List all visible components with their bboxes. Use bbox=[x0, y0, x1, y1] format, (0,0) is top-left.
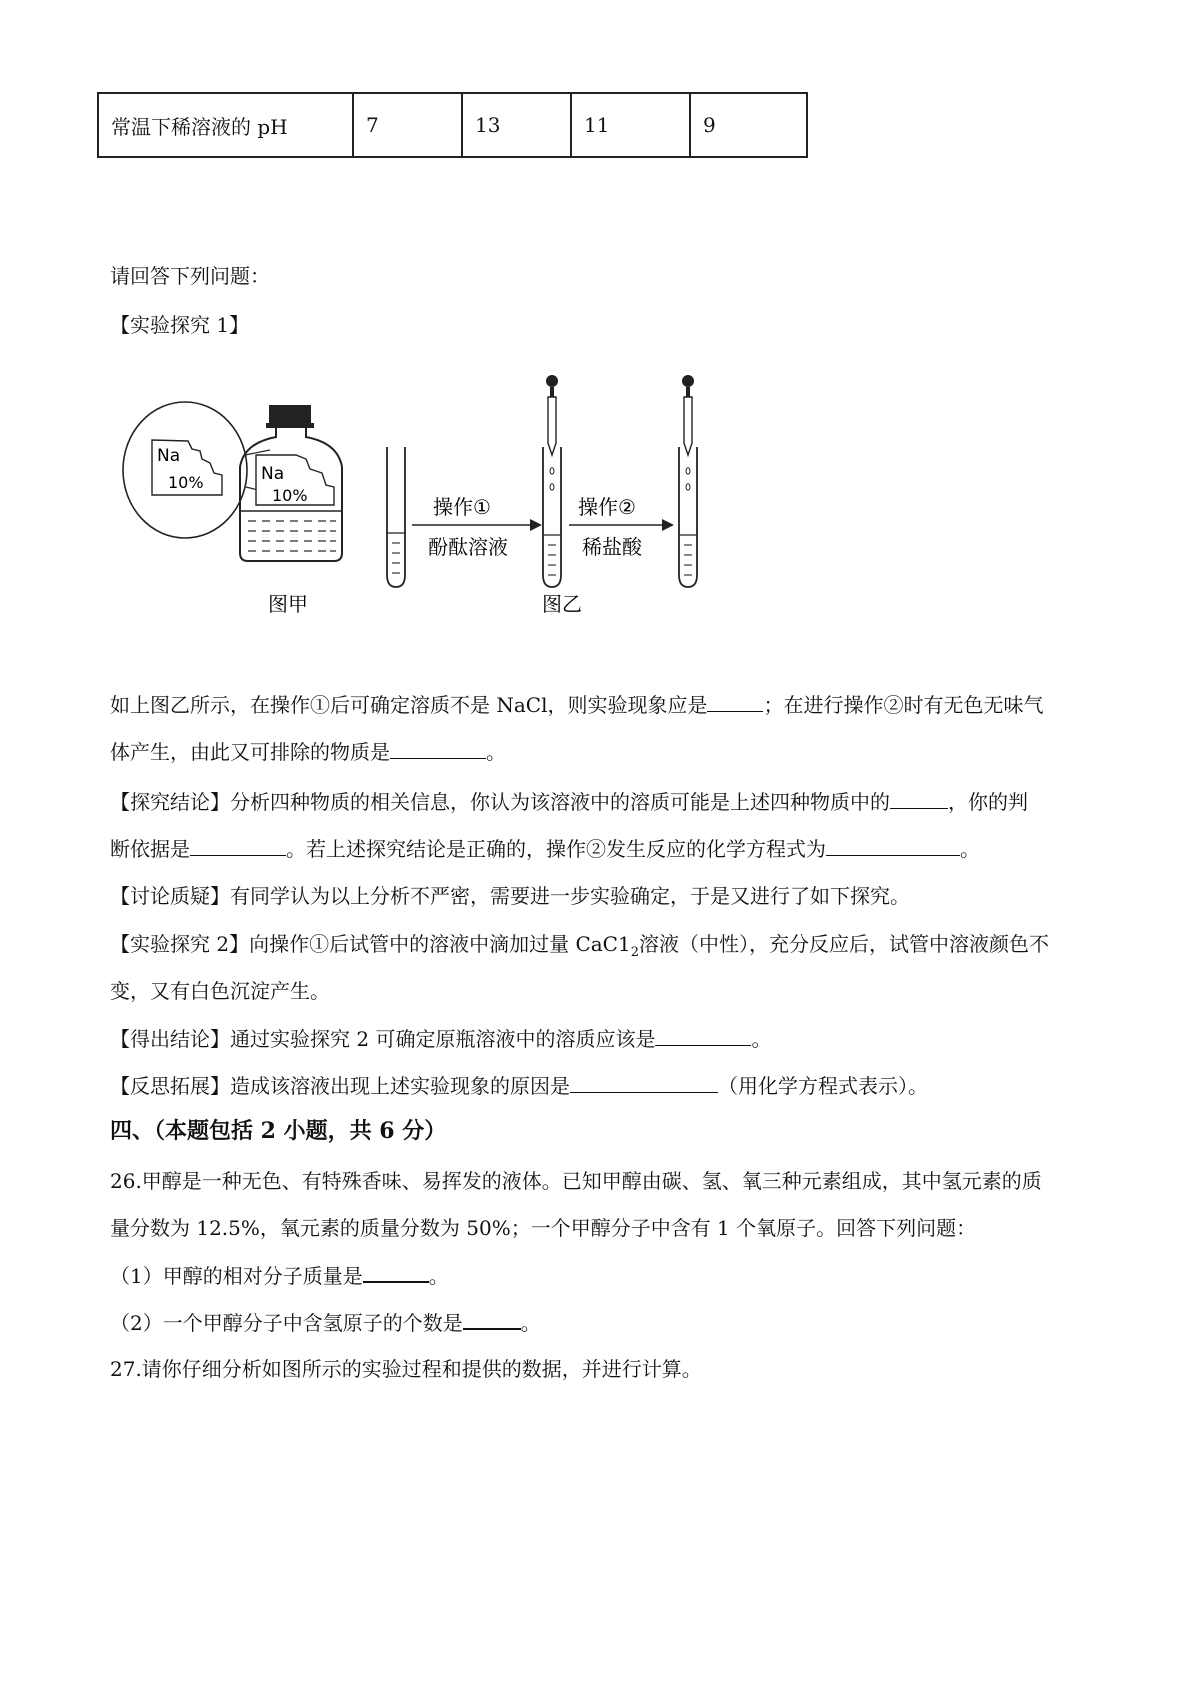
bottle-percent-label: 10% bbox=[272, 486, 308, 505]
question-26-line-1: 26.甲醇是一种无色、有特殊香味、易挥发的液体。已知甲醇由碳、氢、氧三种元素组成，其中氢元素的质 bbox=[110, 1169, 1042, 1193]
dilute-hcl-label: 稀盐酸 bbox=[582, 535, 642, 559]
ph-table bbox=[97, 92, 808, 158]
figure-yi-caption: 图乙 bbox=[542, 592, 582, 616]
paragraph-discussion: 【讨论质疑】有同学认为以上分析不严密，需要进一步实验确定，于是又进行了如下探究。 bbox=[110, 884, 910, 908]
test-tube-1 bbox=[387, 447, 405, 587]
question-26-part-2: （2）一个甲醇分子中含氢原子的个数是 。 bbox=[110, 1308, 541, 1337]
phenolphthalein-label: 酚酞溶液 bbox=[428, 535, 508, 559]
ph-value-4: 9 bbox=[690, 93, 807, 157]
callout-percent-label: 10% bbox=[168, 473, 204, 492]
bottle-na-label: Na bbox=[261, 464, 285, 484]
experiment-figure bbox=[110, 355, 790, 625]
answer-blank bbox=[826, 835, 960, 856]
table-row bbox=[98, 93, 807, 157]
ph-value-1: 7 bbox=[353, 93, 462, 157]
paragraph-experiment-2: 【实验探究 2】向操作①后试管中的溶液中滴加过量 $CaC1_2$溶液（中性），充分反应后，试管中溶液颜色不 bbox=[110, 932, 1049, 960]
paragraph-experiment-2-cont: 变，又有白色沉淀产生。 bbox=[110, 979, 330, 1003]
ph-value-3: 11 bbox=[571, 93, 690, 157]
ph-value-2: 13 bbox=[462, 93, 571, 157]
operation-2-arrow bbox=[569, 495, 674, 559]
paragraph-conclusion-cont: 断依据是 。若上述探究结论是正确的，操作②发生反应的化学方程式为 。 bbox=[110, 837, 980, 861]
reagent-bottle bbox=[240, 405, 342, 616]
intro-text: 请回答下列问题： bbox=[110, 264, 270, 288]
test-tube-2 bbox=[542, 375, 582, 616]
operation-1-label: 操作① bbox=[433, 495, 491, 519]
question-26-part-1: （1）甲醇的相对分子质量是 。 bbox=[110, 1261, 449, 1290]
paragraph-result: 【得出结论】通过实验探究 2 可确定原瓶溶液中的溶质应该是 。 bbox=[110, 1027, 772, 1051]
ph-row-label: 常温下稀溶液的 pH bbox=[98, 93, 353, 157]
answer-blank bbox=[890, 788, 948, 809]
paragraph-conclusion: 【探究结论】分析四种物质的相关信息，你认为该溶液中的溶质可能是上述四种物质中的 ，你的判 bbox=[110, 790, 1028, 814]
callout-na-label: Na bbox=[157, 446, 181, 466]
answer-blank bbox=[190, 835, 286, 856]
test-tube-3 bbox=[679, 375, 697, 587]
operation-2-label: 操作② bbox=[578, 495, 636, 519]
answer-blank bbox=[363, 1261, 429, 1283]
experiment-1-heading: 【实验探究 1】 bbox=[110, 313, 250, 337]
question-27: 27.请你仔细分析如图所示的实验过程和提供的数据，并进行计算。 bbox=[110, 1357, 702, 1381]
question-26-line-2: 量分数为 12.5%，氧元素的质量分数为 50%；一个甲醇分子中含有 1 个氧原子。回答下列问题： bbox=[110, 1216, 977, 1240]
operation-1-arrow bbox=[412, 495, 542, 559]
paragraph-reflection: 【反思拓展】造成该溶液出现上述实验现象的原因是 （用化学方程式表示）。 bbox=[110, 1074, 928, 1098]
label-callout bbox=[123, 402, 270, 538]
answer-blank bbox=[707, 691, 763, 712]
paragraph-observation: 如上图乙所示，在操作①后可确定溶质不是 NaCl，则实验现象应是 ；在进行操作②时有无色无味气 bbox=[110, 693, 1044, 717]
answer-blank bbox=[390, 738, 486, 759]
paragraph-observation-cont: 体产生，由此又可排除的物质是 。 bbox=[110, 740, 506, 764]
section-4-heading: 四、（本题包括 2 小题，共 6 分） bbox=[110, 1118, 447, 1144]
answer-blank bbox=[463, 1308, 521, 1330]
figure-jia-caption: 图甲 bbox=[268, 592, 308, 616]
answer-blank bbox=[570, 1072, 718, 1093]
answer-blank bbox=[655, 1025, 751, 1046]
